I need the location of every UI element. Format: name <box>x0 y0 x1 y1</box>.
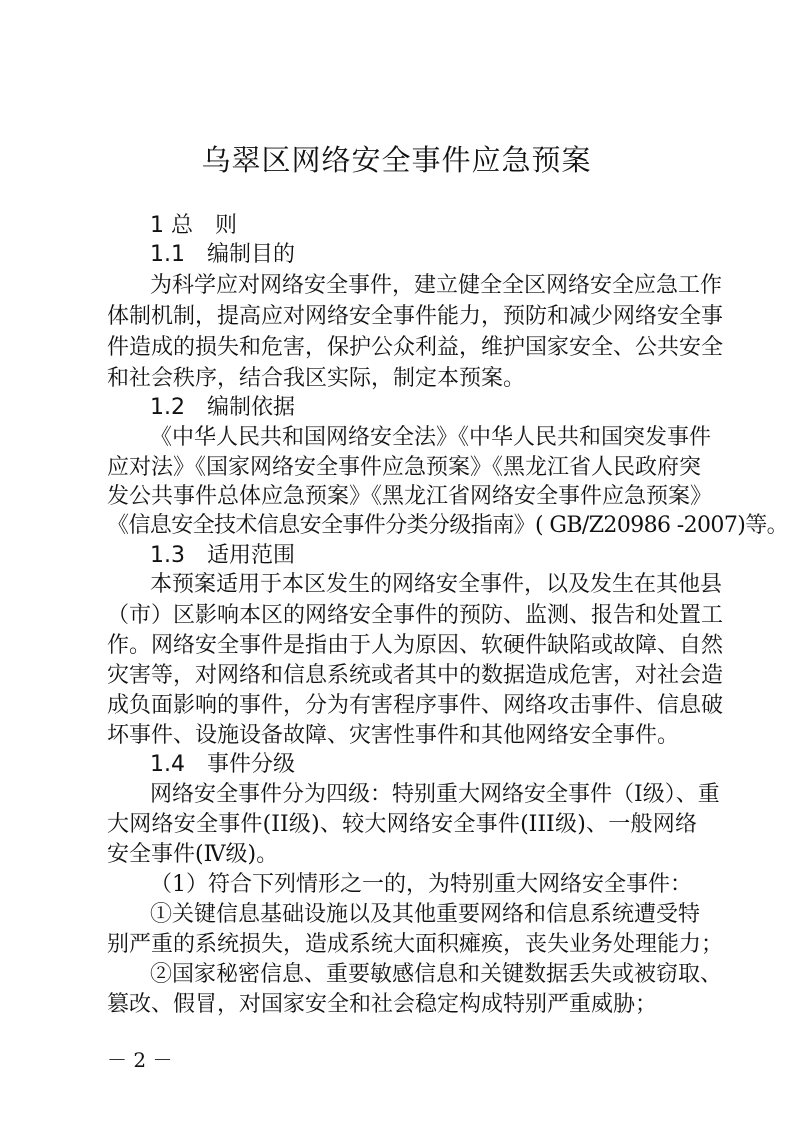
paragraph-line: 安全事件(Ⅳ级)。 <box>107 842 279 867</box>
paragraph-line: 和社会秩序，结合我区实际，制定本预案。 <box>107 366 526 391</box>
paragraph-line: 灾害等，对网络和信息系统或者其中的数据造成危害，对社会造 <box>107 663 724 688</box>
paragraph-line: （市）区影响本区的网络安全事件的预防、监测、报告和处置工 <box>107 603 724 628</box>
paragraph-line: 发公共事件总体应急预案》《黑龙江省网络安全事件应急预案》 <box>107 484 713 509</box>
paragraph-line: 体制机制，提高应对网络安全事件能力，预防和减少网络安全事 <box>107 304 724 329</box>
section-heading-1-2: 1.2 编制依据 <box>150 395 295 420</box>
paragraph-line: 作。网络安全事件是指由于人为原因、软硬件缺陷或故障、自然 <box>107 633 724 658</box>
document-title: 乌翠区网络安全事件应急预案 <box>201 143 592 177</box>
section-heading-1-1: 1.1 编制目的 <box>150 242 295 267</box>
paragraph-line: 应对法》《国家网络安全事件应急预案》《黑龙江省人民政府突 <box>107 455 702 480</box>
section-heading-1-4: 1.4 事件分级 <box>150 752 295 777</box>
paragraph-line: 成负面影响的事件，分为有害程序事件、网络攻击事件、信息破 <box>107 693 724 718</box>
page-number: － 2 － <box>107 1048 173 1072</box>
paragraph-line: 为科学应对网络安全事件，建立健全全区网络安全应急工作 <box>150 273 723 298</box>
paragraph-line: 《中华人民共和国网络安全法》《中华人民共和国突发事件 <box>150 425 712 450</box>
paragraph-line: 《信息安全技术信息安全事件分类分级指南》( GB/Z20986 -2007)等。 <box>107 513 789 538</box>
list-item-line: ②国家秘密信息、重要敏感信息和关键数据丢失或被窃取、 <box>150 962 723 987</box>
section-heading-1: 1 总 则 <box>150 213 237 238</box>
paragraph-line: 坏事件、设施设备故障、灾害性事件和其他网络安全事件。 <box>107 723 680 748</box>
list-heading: （1）符合下列情形之一的，为特别重大网络安全事件： <box>150 872 692 897</box>
paragraph-line: 大网络安全事件(II级)、较大网络安全事件(III级)、一般网络 <box>107 812 697 837</box>
section-heading-1-3: 1.3 适用范围 <box>150 543 295 568</box>
paragraph-line: 本预案适用于本区发生的网络安全事件，以及发生在其他县 <box>150 572 723 597</box>
paragraph-line: 件造成的损失和危害，保护公众利益，维护国家安全、公共安全 <box>107 335 724 360</box>
list-item-line: ①关键信息基础设施以及其他重要网络和信息系统遭受特 <box>150 902 701 927</box>
paragraph-line: 网络安全事件分为四级：特别重大网络安全事件（Ⅰ级）、重 <box>150 782 720 807</box>
list-item-line: 篡改、假冒，对国家安全和社会稳定构成特别严重威胁； <box>107 992 658 1017</box>
list-item-line: 别严重的系统损失，造成系统大面积瘫痪，丧失业务处理能力； <box>107 932 724 957</box>
